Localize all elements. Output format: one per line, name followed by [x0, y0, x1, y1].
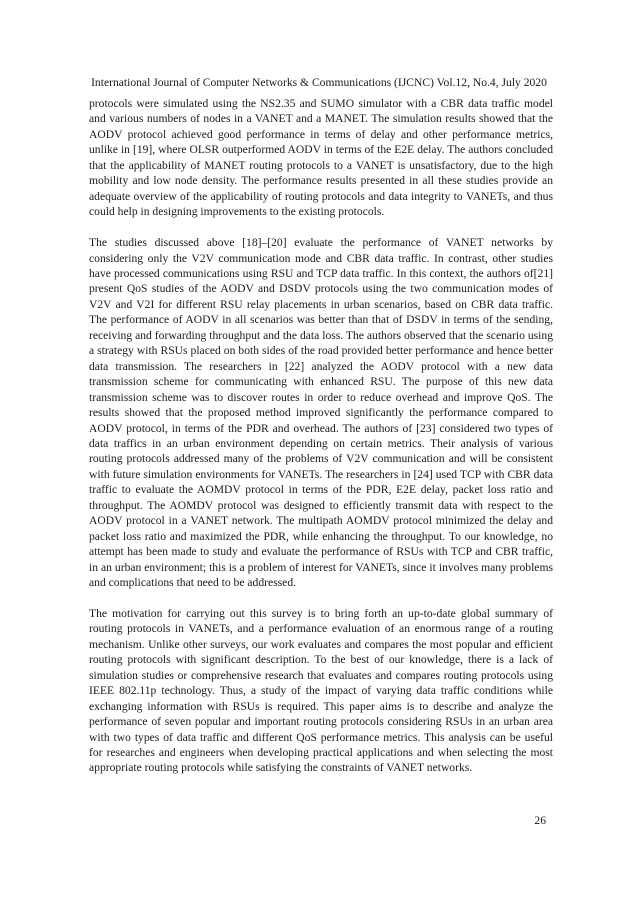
paragraph: protocols were simulated using the NS2.35 and SUMO simulator with a CBR data traffic model and various numbers of nodes in a VANET and a MANET. The simulation results showed that the AODV protocol achieved good performance in terms of delay and other performance metrics, unlike in [19], where OLSR outperformed AODV in terms of the E2E delay. The authors concluded that the applicability of MANET routing protocols to a VANET is unsatisfactory, due to the high mobility and low node density. The performance results presented in all these studies provide an adequate overview of the applicability of routing protocols and data integrity to VANETs, and thus could help in designing improvements to the existing protocols. — [89, 97, 553, 219]
page-number: 26 — [534, 814, 546, 827]
paragraph: The motivation for carrying out this survey is to bring forth an up-to-date global summary of routing protocols in VANETs, and a performance evaluation of an enormous range of a routing mechanism. Unlike other surveys, our work evaluates and compares the most popular and efficient routing protocols with significant description. To the best of our knowledge, there is a lack of simulation studies or comprehensive research that evaluates and compares routing protocols using IEEE 802.11p technology. Thus, a study of the impact of varying data traffic conditions while exchanging information with RSUs is required. This paper aims is to describe and analyze the performance of seven popular and important routing protocols considering RSUs in an urban area with two types of data traffic and different QoS performance metrics. This analysis can be useful for researches and engineers when developing practical applications and when selecting the most appropriate routing protocols while satisfying the constraints of VANET networks. — [89, 606, 553, 775]
paragraph: The studies discussed above [18]–[20] evaluate the performance of VANET networks by considering only the V2V communication mode and CBR data traffic. In contrast, other studies have processed communications using RSU and TCP data traffic. In this context, the authors of[21] present QoS studies of the AODV and DSDV protocols using the two communication modes of V2V and V2I for different RSU relay placements in urban scenarios, based on CBR data traffic. The performance of AODV in all scenarios was better than that of DSDV in terms of the sending, receiving and forwarding throughput and the data loss. The authors observed that the scenario using a strategy with RSUs placed on both sides of the road provided better performance and hence better data transmission. The researchers in [22] analyzed the AODV protocol with a new data transmission scheme for communicating with enhanced RSU. The purpose of this new data transmission scheme was to discover routes in order to reduce overhead and improve QoS. The results showed that the proposed method improved significantly the performance compared to AODV protocol, in terms of the PDR and overhead. The authors of [23] considered two types of data traffics in an urban environment depending on certain metrics. Their analysis of various routing protocols addressed many of the problems of V2V communication and will be consistent with future simulation environments for VANETs. The researchers in [24] used TCP with CBR data traffic to evaluate the AOMDV protocol in terms of the PDR, E2E delay, packet loss ratio and throughput. The AOMDV protocol was designed to efficiently transmit data with respect to the AODV protocol in a VANET network. The multipath AOMDV protocol minimized the delay and packet loss ratio and maximized the PDR, while enhancing the throughput. To our knowledge, no attempt has been made to study and evaluate the performance of RSUs with TCP and CBR traffic, in an urban environment; this is a problem of interest for VANETs, since it involves many problems and complications that need to be addressed. — [89, 236, 553, 590]
body-text — [89, 96, 553, 791]
running-header: International Journal of Computer Networks & Communications (IJCNC) Vol.12, No.4, July 2020 — [91, 76, 547, 89]
